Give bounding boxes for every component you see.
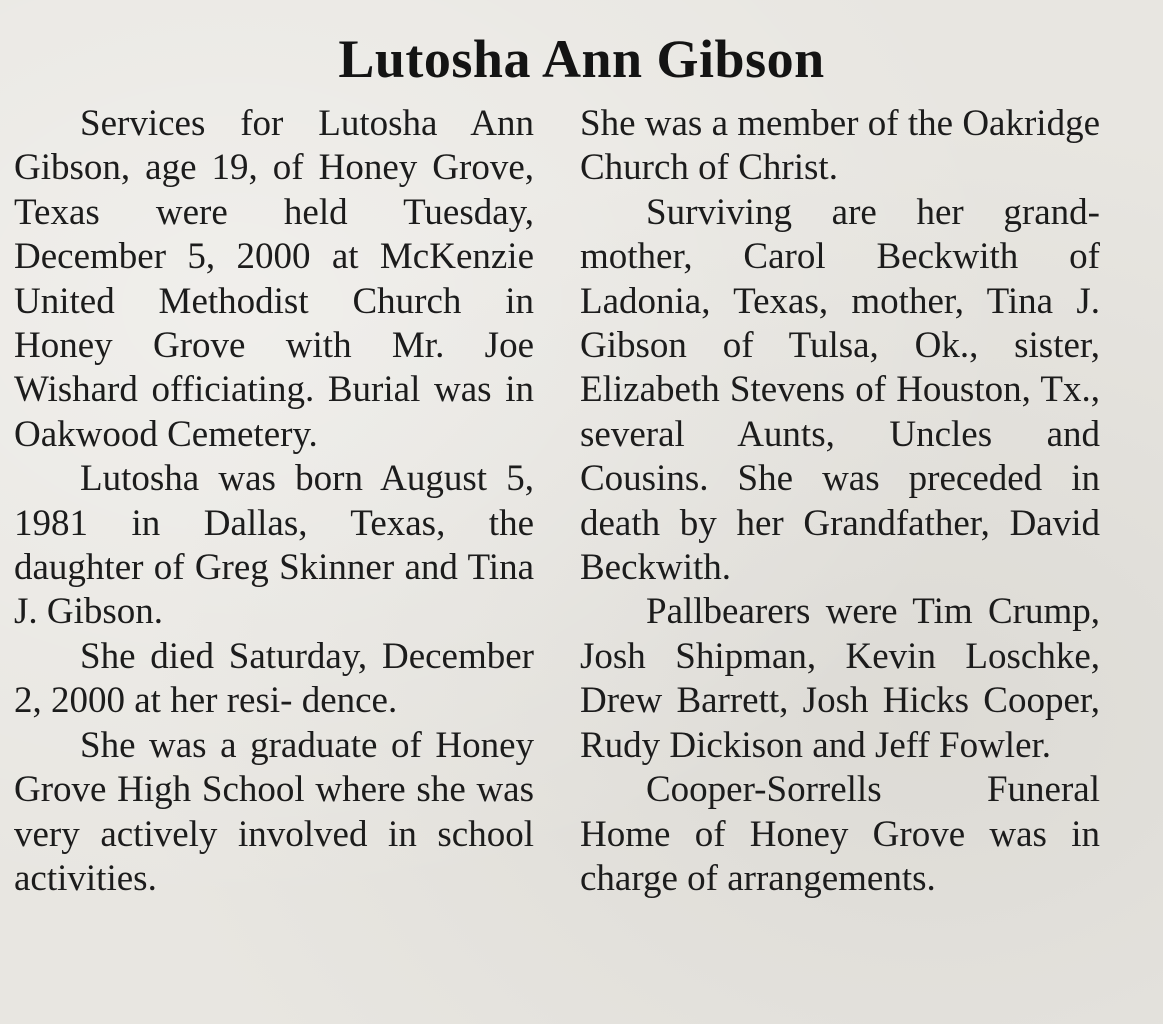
church-membership-paragraph: She was a member of the Oakridge Church of Christ. bbox=[580, 103, 1100, 189]
services-paragraph: Services for Lutosha Ann Gibson, age 19, of Honey Grove, Texas were held Tuesday, December 5, 2000 at McKenzie United Methodist Church in Honey Grove with Mr. Joe Wishard officiating. Burial was in Oakwood Cemetery. bbox=[14, 103, 534, 455]
right-column bbox=[580, 102, 1100, 901]
pallbearers-paragraph: Pallbearers were Tim Crump, Josh Shipman, Kevin Loschke, Drew Barrett, Josh Hicks Cooper, Rudy Dickison and Jeff Fowler. bbox=[580, 591, 1100, 766]
survivors-paragraph: Surviving are her grand- mother, Carol Beckwith of Ladonia, Texas, mother, Tina J. Gibson of Tulsa, Ok., sister, Elizabeth Stevens of Houston, Tx., several Aunts, Uncles and Cousins. She was preceded in death by her Grandfather, David Beckwith. bbox=[580, 191, 1100, 589]
education-paragraph: She was a graduate of Honey Grove High School where she was very actively involved in school activities. bbox=[14, 724, 534, 899]
obituary-title: Lutosha Ann Gibson bbox=[338, 29, 825, 89]
birth-paragraph: Lutosha was born August 5, 1981 in Dallas, Texas, the daughter of Greg Skinner and Tina J. Gibson. bbox=[14, 458, 534, 633]
funeral-home-paragraph: Cooper-Sorrells Funeral Home of Honey Grove was in charge of arrangements. bbox=[580, 769, 1100, 899]
left-column bbox=[14, 102, 534, 901]
death-paragraph: She died Saturday, December 2, 2000 at her resi- dence. bbox=[14, 635, 534, 722]
